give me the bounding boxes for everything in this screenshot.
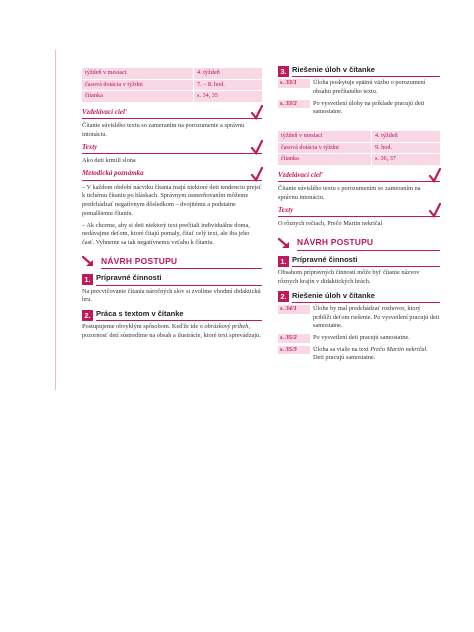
step-heading: 1. Prípravné činnosti — [278, 255, 440, 267]
margin-line — [55, 50, 56, 390]
step-number-badge: 3. — [278, 66, 289, 77]
table-row: týždeň v mesiaci 4. týždeň — [82, 68, 262, 79]
checkmark-icon — [250, 166, 264, 182]
section-heading-goal: Vzdelávací cieľ — [278, 171, 440, 183]
step-heading: 2. Riešenie úloh v čítanke — [278, 291, 440, 303]
texts-text: O rôznych rečiach, Prečo Martin nekričal — [278, 220, 383, 228]
task-item: s. 35/3 Úloha sa viaže na text Prečo Martin nekričal. Deti pracujú samostatne. — [280, 345, 428, 362]
step-text: Obsahom prípravných činností môže byť čítanie názvov rôznych krajín v didaktických hrách. — [278, 269, 420, 285]
left-column — [82, 68, 262, 344]
lesson-info-table — [278, 131, 440, 166]
arrow-down-right-icon — [82, 256, 96, 268]
step-text: Postupujeme obvyklým spôsobom. Keďže ide o obrázkový príbeh, pozornosť detí sústredíme na obsah a ilustrácie, ktoré text sprevádzajú. — [82, 323, 261, 340]
step-number-badge: 1. — [278, 256, 289, 267]
step-heading: 3. Riešenie úloh v čítanke — [278, 65, 440, 77]
step-text: Na precvičovanie čítania náročných slov si zvolíme vhodnú didaktickú hru. — [82, 287, 261, 304]
step-heading: 1. Prípravné činnosti — [82, 273, 262, 285]
procedure-heading: NÁVRH POSTUPU — [82, 256, 262, 270]
checkmark-icon — [428, 202, 442, 218]
page-reference: s. 35/3 — [278, 346, 310, 355]
page-reference: s. 33/1 — [278, 79, 310, 88]
section-heading-texts: Texty — [278, 206, 440, 218]
step-number-badge: 2. — [278, 291, 289, 302]
task-item: s. 34/1 Úlohe by mal predchádzať rozhovor, ktorý priblíži deťom riešenie. Po vysvetlení pracujú deti samostatne. — [280, 304, 440, 330]
right-column — [278, 65, 440, 366]
task-item: s. 35/2 Po vysvetlení deti pracujú samostatne. — [280, 334, 410, 342]
step-heading: 2. Práca s textom v čítanke — [82, 309, 262, 321]
section-heading-method-note: Metodická poznámka — [82, 169, 262, 181]
checkmark-icon — [250, 139, 264, 155]
texts-text: Ako deti krmili slona — [82, 157, 136, 165]
section-heading-texts: Texty — [82, 143, 262, 155]
table-row: čítanka s. 34, 35 — [82, 91, 262, 103]
method-note-paragraph: – Ak chceme, aby si deti niektorý text prečítali individuálne doma, nedávajme deťom, ktoré čítajú pomaly, čítať celý text, ale iba jeho časť. Vyhneme sa tak negatívnemu vzťahu k čítaniu. — [82, 221, 250, 246]
step-number-badge: 2. — [82, 310, 93, 321]
task-item: s. 33/2 Po vysvetlení úlohy na príklade pracujú deti samostatne. — [280, 99, 425, 116]
task-item: s. 33/1 Úloha poskytuje spätnú väzbu o porozumení obsahu prečítaného textu. — [280, 79, 426, 96]
goal-text: Čítanie súvislého textu so zameraním na porozumenie a správnu intonáciu. — [82, 122, 245, 139]
procedure-heading: NÁVRH POSTUPU — [278, 237, 440, 251]
checkmark-icon — [428, 167, 442, 183]
step-number-badge: 1. — [82, 274, 93, 285]
goal-text: Čítanie súvislého textu s porozumením so zameraním na správnu intonáciu. — [278, 185, 421, 202]
checkmark-icon — [250, 104, 264, 120]
table-row: čítanka s. 36, 37 — [278, 154, 440, 166]
table-row: časová dotácia v týždni 7. – 8. hod. — [82, 79, 262, 91]
page-reference: s. 35/2 — [278, 334, 310, 343]
page-reference: s. 34/1 — [278, 305, 310, 314]
section-heading-goal: Vzdelávací cieľ — [82, 108, 262, 120]
arrow-down-right-icon — [278, 238, 292, 250]
page-reference: s. 33/2 — [278, 100, 310, 109]
lesson-info-table — [82, 68, 262, 103]
table-row: časová dotácia v týždni 9. hod. — [278, 142, 440, 154]
method-note-paragraph: – V každom období nácviku čítania majú niektoré deti tendenciu prejsť k tichému čítaniu po hláskach. Správnym usmerňovaním môžeme predchádzať negatívnym dôsledkom – dvojitému a podstatne pomalšiemu čítaniu. — [82, 183, 262, 217]
table-row: týždeň v mesiaci 4. týždeň — [278, 131, 440, 142]
